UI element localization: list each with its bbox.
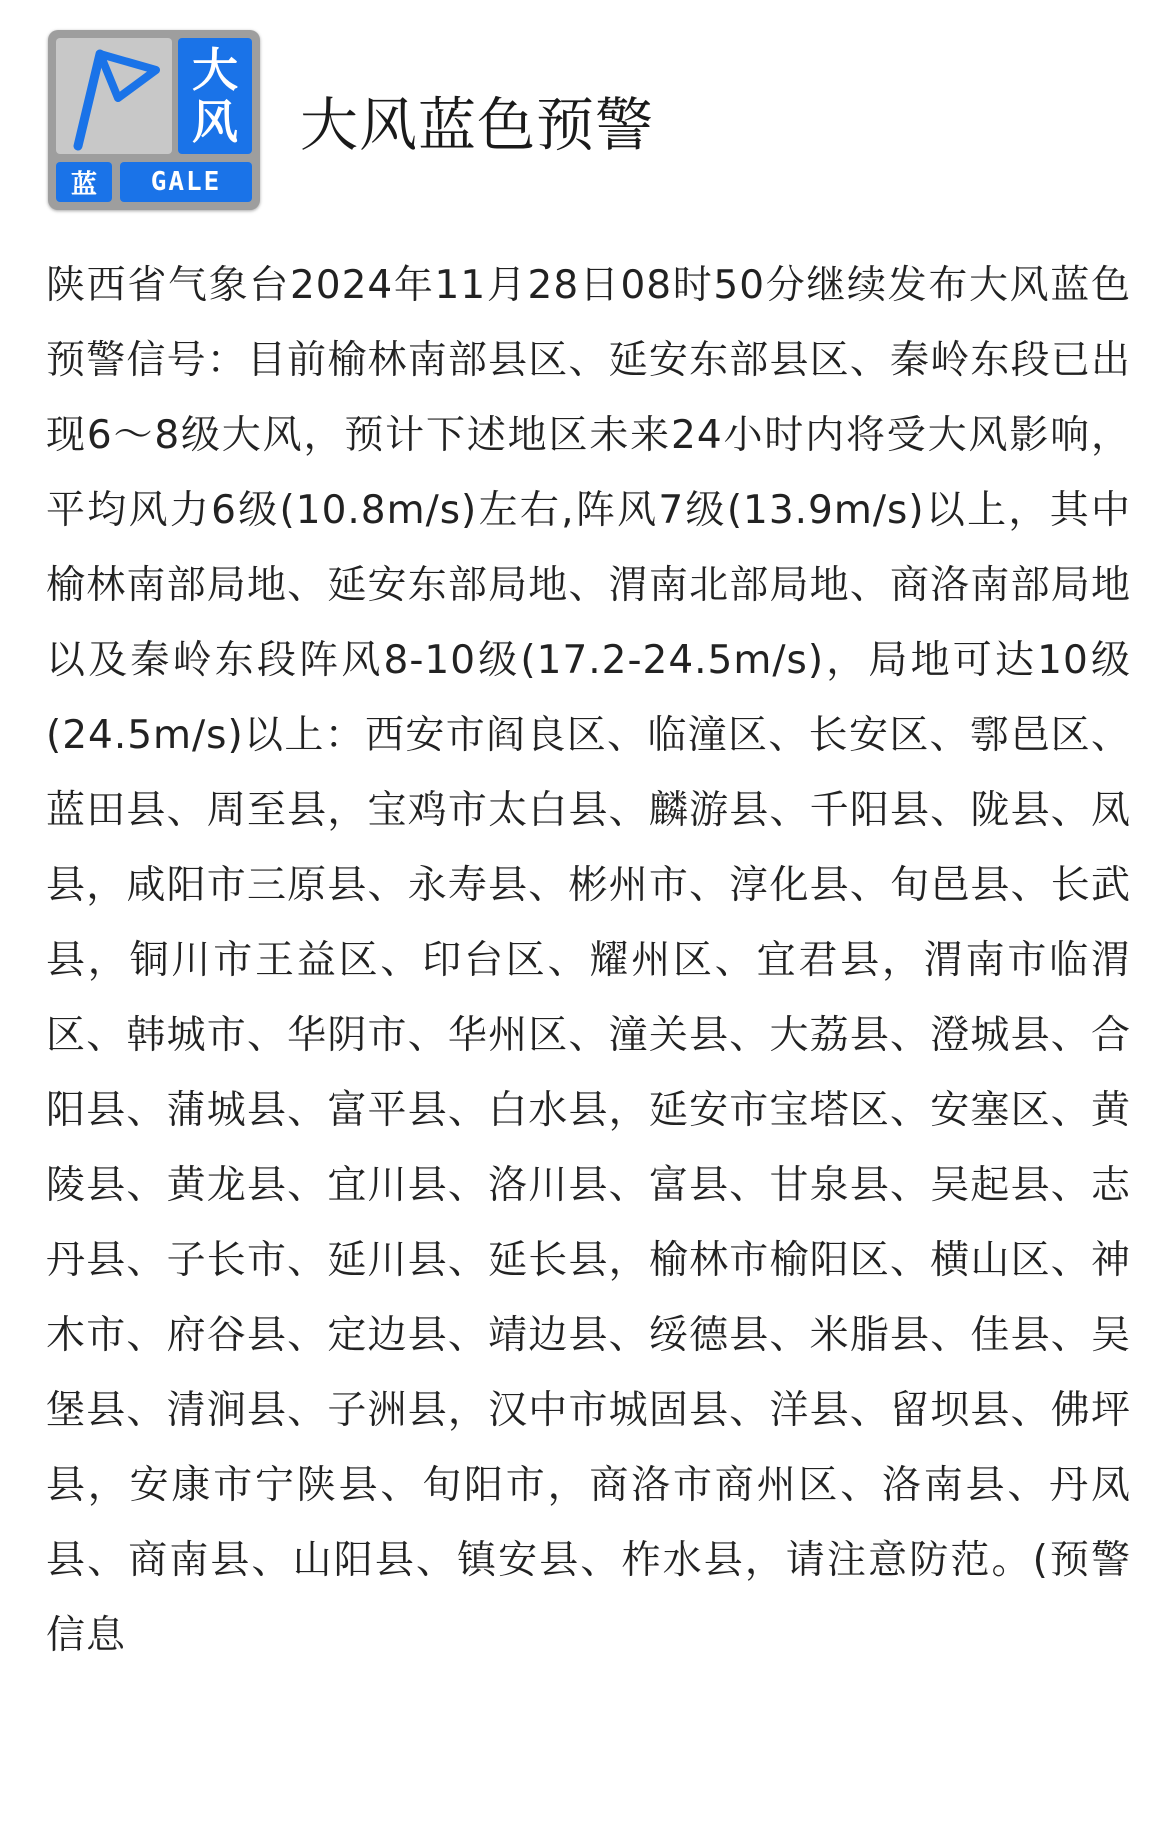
wind-flag-graphic [56,38,172,154]
page-title: 大风蓝色预警 [300,91,655,159]
warning-type-char-1: 大 [192,43,238,97]
warning-type-char-2: 风 [192,95,238,149]
warning-level-label: 蓝 [56,162,112,202]
gale-warning-icon [48,30,260,210]
warning-body-text: 陕西省气象台2024年11月28日08时50分继续发布大风蓝色预警信号：目前榆林南部县区、延安东部县区、秦岭东段已出现6～8级大风，预计下述地区未来24小时内将受大风影响，平均风力6级(10.8m/s)左右,阵风7级(13.9m/s)以上，其中榆林南部局地、延安东部局地、渭南北部局地、商洛南部局地以及秦岭东段阵风8-10级(17.2-24.5m/s)，局地可达10级(24.5m/s)以上：西安市阎良区、临潼区、长安区、鄠邑区、蓝田县、周至县，宝鸡市太白县、麟游县、千阳县、陇县、凤县，咸阳市三原县、永寿县、彬州市、淳化县、旬邑县、长武县，铜川市王益区、印台区、耀州区、宜君县，渭南市临渭区、韩城市、华阴市、华州区、潼关县、大荔县、澄城县、合阳县、蒲城县、富平县、白水县，延安市宝塔区、安塞区、黄陵县、黄龙县、宜川县、洛川县、富县、甘泉县、吴起县、志丹县、子长市、延川县、延长县，榆林市榆阳区、横山区、神木市、府谷县、定边县、靖边县、绥德县、米脂县、佳县、吴堡县、清涧县、子洲县，汉中市城固县、洋县、留坝县、佛坪县，安康市宁陕县、旬阳市，商洛市商州区、洛南县、丹凤县、商南县、山阳县、镇安县、柞水县，请注意防范。(预警信息 [46,263,1131,1658]
warning-english-label: GALE [120,162,252,202]
wind-flag-icon [56,38,172,154]
header [48,30,654,210]
warning-type-label [178,38,252,154]
